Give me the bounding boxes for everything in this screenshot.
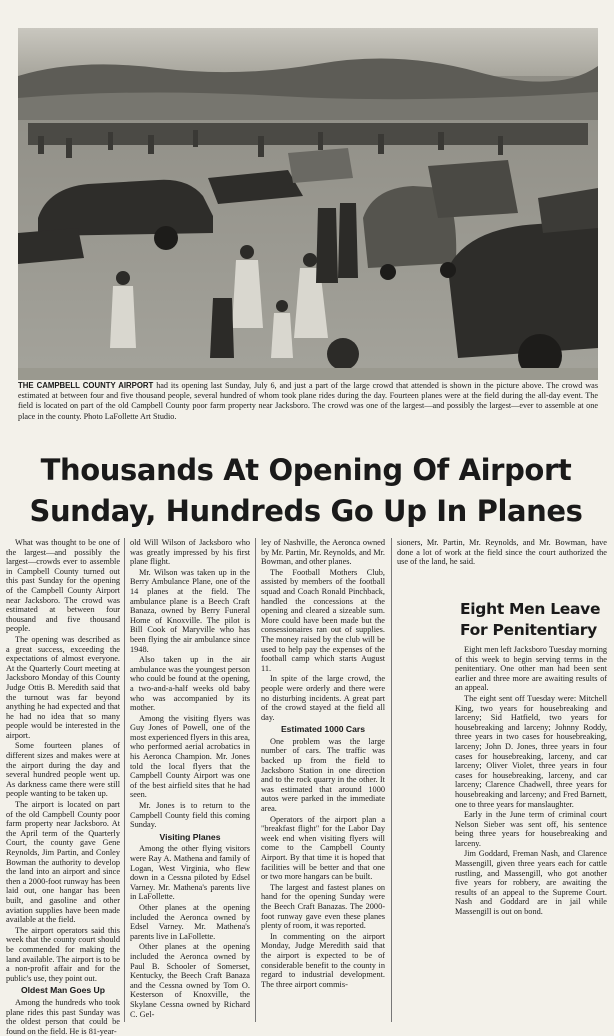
article-paragraph: In spite of the large crowd, the people were orderly and there were no disturbing incidents. A great part of the crowd stayed at the field all day. [261, 674, 385, 722]
column-rule [124, 538, 125, 1022]
subhead-estimated-cars: Estimated 1000 Cars [280, 724, 366, 735]
article-paragraph: Mr. Wilson was taken up in the Berry Ambulance Plane, one of the 14 planes at the field. The ambulance plane is a Beech Craft Banaza, owned by Berry Funeral Home of Knoxville. The pilot is Bill Cook of Maryville who has been flying the air ambulance since 1948. [130, 567, 250, 654]
article-paragraph: The largest and fastest planes on hand for the opening Sunday were the Beech Craft Banazas. The 2000-foot runway gave even these planes plenty of room, it was reported. [261, 882, 385, 931]
sidebar-headline-line-1: Eight Men Leave [460, 600, 601, 618]
article-paragraph: Other planes at the opening included the Aeronca owned by Edsel Varney. Mr. Mathena's parents live in LaFollette. [130, 902, 250, 941]
column-rule [391, 538, 392, 1022]
article-paragraph: old Will Wilson of Jacksboro who was greatly impressed by his first plane flight. [130, 538, 250, 567]
article-paragraph: What was thought to be one of the largest—and possibly the largest—crowds ever to assemble in Campbell County turned out this past Sunday for the opening of the Campbell County Airport near Jacksboro. The crowd was estimated at between four thousand and five thousand people. [6, 538, 120, 634]
article-column-1 [6, 538, 120, 1036]
article-paragraph: The airport is located on part of the old Campbell County poor farm property near Jacksboro. At the April term of the Quarterly Court, the county gave Gene Reynolds, Jim Partin, and Conley Bowman the authority to develop the land into an airport and since then a 2000-foot runway has been laid out, one hangar has been built, and gasoline and other aviation supplies have been made available at the field. [6, 800, 120, 925]
article-paragraph: Among the visiting flyers was Guy Jones of Powell, one of the most experienced flyers in this area, who performed aerial acrobatics in his Aeronca Champion. Mr. Jones told the local flyers that the Campbell County Airport was one of the best airfield sites that he had seen. [130, 713, 250, 800]
photo-illustration [18, 28, 598, 380]
article-continuation [397, 538, 607, 594]
sidebar-paragraph: Eight men left Jacksboro Tuesday morning of this week to begin serving terms in the penitentiary. One other man had been sent earlier and three more are awaiting results of an appeal. [455, 645, 607, 693]
article-paragraph: ley of Nashville, the Aeronca owned by Mr. Partin, Mr. Reynolds, and Mr. Bowman, and other planes. [261, 538, 385, 567]
article-paragraph: Among the other flying visitors were Ray A. Mathena and family of Logan, West Virginia, who flew down in a Cessna piloted by Edsel Varney. Mr. Mathena's parents live in LaFollette. [130, 844, 250, 902]
sidebar-article [455, 645, 607, 1023]
article-paragraph: The opening was described as a great success, exceeding the expectations of almost everyone. At the Quarterly Court meeting at Jacksboro Monday of this County Judge Ottis B. Meredith said that the turnout was far beyond anything he had expected and that he had no idea that so many people would be interested in the airport. [6, 634, 120, 740]
article-paragraph: One problem was the large number of cars. The traffic was backed up from the field to Jacksboro Station in one direction and to the rock quarry in the other. It was estimated that around 1000 autos were parked in the immediate area. [261, 736, 385, 814]
article-column-2 [130, 538, 250, 1022]
headline-line-2: Sunday, Hundreds Go Up In Planes [29, 494, 583, 528]
headline-line-1: Thousands At Opening Of Airport [40, 453, 572, 487]
column-rule [255, 538, 256, 1022]
sidebar-paragraph: Early in the June term of criminal court Nelson Sieber was sent off, his sentence being three years for housebreaking and larceny. [455, 810, 607, 848]
article-paragraph: sioners, Mr. Partin, Mr. Reynolds, and Mr. Bowman, have done a lot of work at the field since the court authorized the use of the land, he said. [397, 538, 607, 567]
article-paragraph: Among the hundreds who took plane rides this past Sunday was the oldest person that could be found on the field. He is 81-year- [6, 997, 120, 1036]
article-paragraph: Some fourteen planes of different sizes and makes were at the airport during the day and several hundred people went up. As darkness came there were still people wanting to be taken up. [6, 741, 120, 799]
article-paragraph: Also taken up in the air ambulance was the youngest person who could be found at the opening, a two-and-a-half weeks old baby who was accompanied by its mother. [130, 655, 250, 713]
subhead-oldest-man: Oldest Man Goes Up [20, 985, 106, 996]
airport-crowd-photo [18, 28, 598, 380]
subhead-visiting-planes: Visiting Planes [159, 831, 221, 842]
sidebar-headline-line-2: For Penitentiary [460, 621, 597, 639]
article-paragraph: In commenting on the airport Monday, Judge Meredith said that the airport is expected to be of considerable benefit to the county in regard to industrial development. The three airport commis- [261, 931, 385, 989]
caption-text: had its opening last Sunday, July 6, and just a part of the large crowd that attended is shown in the picture above. The crowd was estimated at between four and five thousand people, several hundred of whom took plane rides during the day. Fourteen planes were at the field during the all-day event. The field is located on part of the old Campbell County poor farm property near Jacksboro. The crowd was one of the largest—and possibly the largest—ever to assemble at one place in the county. Photo LaFollette Art Studio. [18, 381, 599, 421]
article-paragraph: The airport operators said this week that the county court should be commended for making the land available. The airport is to be a non-profit affair and for the public's use, they point out. [6, 925, 120, 983]
photo-caption [18, 381, 598, 422]
article-paragraph: Operators of the airport plan a "breakfast flight" for the Labor Day week end when visiting flyers will come to the Campbell County Airport. By that time it is hoped that facilities will be better and that one or two more hangars can be built. [261, 814, 385, 882]
article-paragraph: Other planes at the opening included the Aeronca owned by Paul B. Schooler of Somerset, Kentucky, the Beech Craft Banaza and the Cessna owned by Tom O. Kesterson of Knoxville, the Skylane Cessna owned by Richard C. Gel- [130, 942, 250, 1019]
sidebar-paragraph: The eight sent off Tuesday were: Mitchell King, two years for housebreaking and larceny; Sid Hatfield, two years for housebreaking and larceny; Johnny Roddy, three years in two cases for housebreaking, larceny; John D. Jones, three years in four cases for housebreaking, larceny, and car larceny; Oliver Violet, three years in four cases for housebreaking, larceny, and car larceny; Clarence Chadwell, three years for housebreaking and larceny; and Fred Barnett, one to three years for manslaughter. [455, 693, 607, 809]
sidebar-paragraph: Jim Goddard, Freman Nash, and Clarence Massengill, given three years each for cattle rustling, and Massengill, who got another five years for robbery, are awaiting the results of an appeal to the Supreme Court. Nash and Goddard are in jail while Massengill is out on bond. [455, 849, 607, 917]
main-headline [6, 450, 606, 532]
sidebar-headline [460, 599, 614, 641]
article-paragraph: Mr. Jones is to return to the Campbell County field this coming Sunday. [130, 801, 250, 830]
article-paragraph: The Football Mothers Club, assisted by members of the football squad and Coach Ronald Pinchback, handled the concessions at the opening and cleared a sizeable sum. More could have been made but the consessionaires ran out of supplies. The money raised by the club will be used to help pay the expenses of the football camp which starts August 11. [261, 567, 385, 673]
article-column-3 [261, 538, 385, 1022]
caption-lead: THE CAMPBELL COUNTY AIRPORT [18, 381, 154, 390]
